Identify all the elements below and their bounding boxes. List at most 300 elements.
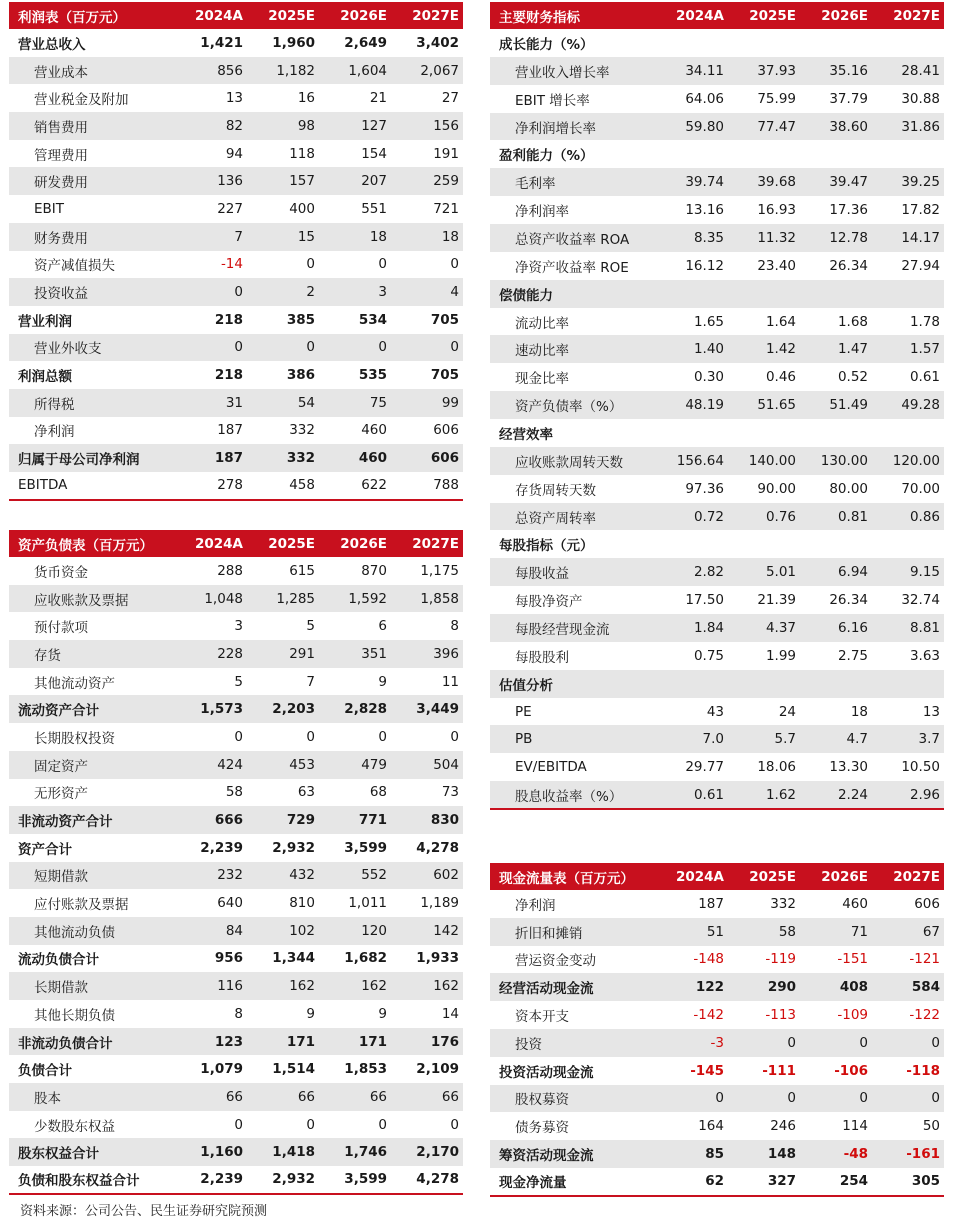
value-cell: 2,109	[416, 1061, 459, 1078]
table-row	[9, 195, 463, 223]
value-cell: 666	[175, 806, 247, 834]
value-cell: 97.36	[685, 480, 724, 497]
table-row	[9, 1138, 463, 1166]
value-cell: 0.61	[656, 781, 728, 809]
row-label: 流动负债合计	[18, 952, 99, 969]
value-cell: 830	[391, 806, 463, 834]
value-cell: 82	[175, 112, 247, 140]
header-row	[490, 863, 944, 890]
table-row	[9, 140, 463, 168]
value-cell: 34.11	[656, 57, 728, 85]
row-label: 股东权益合计	[9, 1138, 175, 1166]
value-cell: 400	[289, 200, 315, 217]
row-label: EBITDA	[9, 472, 175, 500]
value-cell: 460	[319, 444, 391, 472]
value-cell: 28.41	[872, 57, 944, 85]
row-label: 成长能力（%）	[499, 36, 594, 53]
value-cell: 3.63	[909, 647, 940, 664]
value-cell: -148	[693, 951, 724, 968]
value-cell: 2.96	[872, 781, 944, 809]
table-row	[9, 557, 463, 585]
value-cell	[728, 530, 800, 558]
value-cell: 1,514	[272, 1061, 315, 1078]
row-label: 归属于母公司净利润	[9, 444, 175, 472]
row-label: 速动比率	[490, 335, 656, 363]
value-cell: 148	[728, 1140, 800, 1168]
value-cell: 4,278	[391, 1166, 463, 1194]
value-cell: 1,285	[247, 585, 319, 613]
value-cell: 31.86	[872, 113, 944, 141]
value-cell: 332	[770, 895, 796, 912]
table-row	[490, 308, 944, 336]
value-cell: 0	[800, 1029, 872, 1057]
value-cell: 408	[800, 973, 872, 1001]
value-cell: 73	[441, 784, 459, 801]
row-label: 流动比率	[515, 315, 569, 332]
row-label: 折旧和摊销	[490, 918, 656, 946]
cash-flow-table	[490, 863, 944, 1197]
table-row	[490, 725, 944, 753]
value-cell: 1,421	[200, 34, 243, 51]
value-cell: 1,746	[319, 1138, 391, 1166]
value-cell: 232	[175, 862, 247, 890]
value-cell: 458	[247, 472, 319, 500]
value-cell: 136	[175, 167, 247, 195]
value-cell: 0	[247, 334, 319, 362]
row-label: 非流动负债合计	[9, 1028, 175, 1056]
year-header: 2026E	[800, 863, 872, 890]
table-row	[490, 918, 944, 946]
row-label: 营运资金变动	[515, 953, 596, 970]
value-cell: 0	[656, 1085, 728, 1113]
value-cell: -14	[220, 256, 243, 273]
value-cell: 51.49	[800, 391, 872, 419]
value-cell: 171	[247, 1028, 319, 1056]
value-cell: 77.47	[728, 113, 800, 141]
row-label: 估值分析	[490, 670, 656, 698]
row-label: 营业税金及附加	[34, 92, 129, 109]
value-cell: 1,182	[247, 57, 319, 85]
table-row	[490, 475, 944, 503]
value-cell: 1,858	[391, 585, 463, 613]
value-cell: 15	[247, 223, 319, 251]
source-footnote: 资料来源：公司公告、民生证券研究院预测	[20, 1204, 268, 1219]
value-cell	[872, 29, 944, 57]
value-cell: 385	[286, 311, 315, 328]
value-cell: 2,828	[319, 695, 391, 723]
value-cell: 51.65	[728, 391, 800, 419]
value-cell: 14.17	[872, 224, 944, 252]
value-cell: 63	[297, 784, 315, 801]
value-cell: 66	[247, 1083, 319, 1111]
value-cell: 29.77	[685, 759, 724, 776]
row-label: 流动资产合计	[9, 695, 175, 723]
table-row	[9, 1000, 463, 1028]
value-cell: -145	[690, 1062, 724, 1079]
table-row	[490, 335, 944, 363]
value-cell: 54	[247, 389, 319, 417]
row-label: 财务费用	[9, 223, 175, 251]
row-label: 少数股东权益	[34, 1118, 115, 1135]
value-cell: 26.34	[829, 592, 868, 609]
value-cell: 102	[247, 917, 319, 945]
value-cell: -118	[906, 1062, 940, 1079]
value-cell	[656, 280, 728, 308]
table-row	[9, 84, 463, 112]
value-cell: 31	[175, 389, 247, 417]
table-row	[9, 1083, 463, 1111]
value-cell: 218	[214, 367, 243, 384]
value-cell	[656, 140, 728, 168]
value-cell: 1,048	[175, 585, 247, 613]
value-cell: 2,067	[391, 57, 463, 85]
value-cell: 0	[175, 334, 247, 362]
value-cell: 18	[319, 223, 391, 251]
value-cell: 1.42	[728, 335, 800, 363]
value-cell: 0	[872, 1029, 944, 1057]
value-cell: 1.47	[800, 335, 872, 363]
value-cell: 14	[441, 1005, 459, 1022]
value-cell	[728, 140, 800, 168]
value-cell: -119	[765, 951, 796, 968]
year-header: 2024A	[656, 2, 728, 29]
value-cell: 1.99	[765, 647, 796, 664]
value-cell	[872, 419, 944, 447]
value-cell: 721	[433, 200, 459, 217]
table-row	[9, 612, 463, 640]
value-cell: 75.99	[757, 90, 796, 107]
value-cell: 4.7	[800, 725, 872, 753]
table-row	[9, 917, 463, 945]
value-cell: 154	[361, 145, 387, 162]
value-cell: 11.32	[728, 224, 800, 252]
table-row	[490, 252, 944, 280]
table-row	[9, 889, 463, 917]
value-cell: 305	[872, 1168, 944, 1196]
table-title: 主要财务指标	[490, 2, 656, 29]
row-label: 每股指标（元）	[499, 538, 594, 555]
value-cell: 0	[234, 728, 243, 745]
value-cell: 3,402	[416, 34, 459, 51]
income-statement-table	[9, 2, 463, 501]
value-cell: 4	[391, 278, 463, 306]
value-cell: 0	[800, 1085, 872, 1113]
value-cell: 120	[319, 917, 391, 945]
value-cell: 1,011	[348, 895, 387, 912]
value-cell: 2,932	[247, 1166, 319, 1194]
table-row	[490, 140, 944, 168]
value-cell	[800, 29, 872, 57]
table-row	[490, 753, 944, 781]
table-row	[9, 361, 463, 389]
value-cell: 246	[770, 1118, 796, 1135]
table-row	[9, 417, 463, 445]
value-cell: 176	[391, 1028, 463, 1056]
year-header: 2025E	[247, 2, 319, 29]
value-cell: 2	[247, 278, 319, 306]
value-cell: 8	[234, 1005, 243, 1022]
table-row	[490, 698, 944, 726]
row-label: 负债和股东权益合计	[9, 1166, 175, 1194]
value-cell: -142	[693, 1007, 724, 1024]
value-cell: 1.84	[656, 614, 728, 642]
year-header: 2024A	[175, 530, 247, 557]
table-row	[9, 1055, 463, 1083]
value-cell: 5	[234, 673, 243, 690]
value-cell	[800, 280, 872, 308]
value-cell: 1,189	[420, 895, 459, 912]
value-cell: 39.47	[800, 168, 872, 196]
row-label: 筹资活动现金流	[490, 1140, 656, 1168]
value-cell: 27.94	[901, 257, 940, 274]
row-label: 存货周转天数	[515, 482, 596, 499]
value-cell: 24	[778, 703, 796, 720]
value-cell: -48	[800, 1140, 872, 1168]
value-cell: 0	[450, 1116, 459, 1133]
value-cell	[872, 280, 944, 308]
row-label: 净资产收益率 ROE	[515, 259, 629, 276]
value-cell	[800, 530, 872, 558]
value-cell: 66	[319, 1083, 391, 1111]
value-cell: 278	[175, 472, 247, 500]
row-label: 投资活动现金流	[499, 1064, 594, 1081]
value-cell: 227	[217, 200, 243, 217]
value-cell: 386	[286, 367, 315, 384]
value-cell: 21.39	[757, 592, 796, 609]
value-cell: 9	[378, 1005, 387, 1022]
income-statement-grid	[9, 2, 463, 501]
table-row	[490, 558, 944, 586]
value-cell: 2.82	[656, 558, 728, 586]
table-row	[9, 779, 463, 807]
table-row	[490, 1085, 944, 1113]
row-label: 现金净流量	[490, 1168, 656, 1196]
table-row	[490, 946, 944, 974]
row-label: 营业总收入	[18, 36, 86, 53]
value-cell: 75	[319, 389, 391, 417]
table-row	[490, 363, 944, 391]
value-cell: 32.74	[901, 592, 940, 609]
value-cell: 67	[872, 918, 944, 946]
value-cell: 2.75	[837, 647, 868, 664]
row-label: 股本	[9, 1083, 175, 1111]
value-cell: 13.16	[685, 202, 724, 219]
value-cell: 127	[319, 112, 391, 140]
value-cell: 162	[391, 972, 463, 1000]
value-cell: 10.50	[901, 759, 940, 776]
value-cell	[872, 530, 944, 558]
table-row	[9, 223, 463, 251]
value-cell: 66	[391, 1083, 463, 1111]
value-cell: 7.0	[656, 725, 728, 753]
value-cell: 259	[391, 167, 463, 195]
value-cell: 332	[289, 422, 315, 439]
table-row	[9, 472, 463, 500]
value-cell: 640	[217, 895, 243, 912]
value-cell: 0.30	[693, 369, 724, 386]
value-cell: 23.40	[757, 257, 796, 274]
value-cell: 254	[800, 1168, 872, 1196]
row-label: 每股经营现金流	[490, 614, 656, 642]
value-cell: 0.76	[728, 503, 800, 531]
table-row	[9, 334, 463, 362]
table-row	[490, 642, 944, 670]
row-label: 净利润	[515, 897, 556, 914]
row-label: 营业外收支	[9, 334, 175, 362]
table-row	[9, 834, 463, 862]
value-cell: 327	[728, 1168, 800, 1196]
row-label: EBIT 增长率	[515, 92, 590, 109]
row-label: 资本开支	[515, 1009, 569, 1026]
value-cell: 157	[247, 167, 319, 195]
value-cell: 602	[391, 862, 463, 890]
year-header: 2027E	[391, 530, 463, 557]
year-header: 2026E	[800, 2, 872, 29]
value-cell	[872, 670, 944, 698]
table-row	[490, 890, 944, 918]
value-cell: -113	[765, 1007, 796, 1024]
row-label: 股息收益率（%）	[490, 781, 656, 809]
row-label: 应收账款周转天数	[490, 447, 656, 475]
balance-sheet-table	[9, 530, 463, 1195]
table-row	[9, 389, 463, 417]
row-label: 资产负债率（%）	[490, 391, 656, 419]
row-label: 应收账款及票据	[9, 585, 175, 613]
row-label: 营业利润	[18, 313, 72, 330]
table-row	[9, 585, 463, 613]
value-cell: 870	[361, 562, 387, 579]
table-row	[490, 530, 944, 558]
value-cell: 130.00	[800, 447, 872, 475]
row-label: 预付款项	[34, 620, 88, 637]
value-cell: 8	[450, 618, 459, 635]
value-cell: 62	[656, 1168, 728, 1196]
value-cell	[656, 670, 728, 698]
value-cell: 291	[247, 640, 319, 668]
row-label: 总资产收益率 ROA	[490, 224, 656, 252]
value-cell: 1.40	[656, 335, 728, 363]
value-cell: 16.12	[685, 257, 724, 274]
value-cell: 1.62	[728, 781, 800, 809]
value-cell: 615	[289, 562, 315, 579]
value-cell: 162	[247, 972, 319, 1000]
table-row	[9, 112, 463, 140]
value-cell: 13	[225, 90, 243, 107]
table-row	[490, 614, 944, 642]
value-cell: 35.16	[800, 57, 872, 85]
table-row	[490, 57, 944, 85]
row-label: 盈利能力（%）	[499, 148, 594, 165]
value-cell: 26.34	[829, 257, 868, 274]
value-cell: 16.93	[757, 202, 796, 219]
value-cell: -122	[909, 1007, 940, 1024]
table-row	[490, 670, 944, 698]
row-label: 毛利率	[490, 168, 656, 196]
table-row	[9, 1111, 463, 1139]
value-cell: 5	[306, 618, 315, 635]
header-row	[9, 2, 463, 29]
value-cell	[800, 419, 872, 447]
row-label: 长期借款	[9, 972, 175, 1000]
table-row	[9, 806, 463, 834]
row-label: 经营活动现金流	[490, 973, 656, 1001]
value-cell: 479	[319, 751, 391, 779]
value-cell: 1,853	[344, 1061, 387, 1078]
value-cell: 120.00	[872, 447, 944, 475]
value-cell: 191	[433, 145, 459, 162]
value-cell: 164	[698, 1118, 724, 1135]
value-cell: 810	[289, 895, 315, 912]
value-cell: 956	[214, 950, 243, 967]
value-cell: 18.06	[757, 759, 796, 776]
value-cell: 0.72	[656, 503, 728, 531]
value-cell: 98	[247, 112, 319, 140]
value-cell	[728, 670, 800, 698]
value-cell: 17.36	[829, 202, 868, 219]
value-cell: 551	[361, 200, 387, 217]
row-label: 净利润	[34, 424, 75, 441]
value-cell: 0	[306, 256, 315, 273]
value-cell: -106	[834, 1062, 868, 1079]
row-label: 固定资产	[9, 751, 175, 779]
table-row	[490, 113, 944, 141]
table-row	[9, 862, 463, 890]
value-cell: 1,175	[420, 562, 459, 579]
table-row	[9, 945, 463, 973]
key-ratios-table	[490, 2, 944, 810]
value-cell: 535	[358, 367, 387, 384]
value-cell: 39.25	[872, 168, 944, 196]
value-cell	[800, 670, 872, 698]
row-label: 营业收入增长率	[490, 57, 656, 85]
table-title: 资产负债表（百万元）	[9, 530, 175, 557]
value-cell: 1,079	[200, 1061, 243, 1078]
row-label: 非流动资产合计	[9, 806, 175, 834]
value-cell: 99	[391, 389, 463, 417]
row-label: 其他长期负债	[34, 1007, 115, 1024]
row-label: 偿债能力	[490, 280, 656, 308]
value-cell: 3,599	[344, 839, 387, 856]
value-cell: 18	[391, 223, 463, 251]
row-label: 投资	[490, 1029, 656, 1057]
value-cell: 552	[319, 862, 391, 890]
value-cell: 1.64	[765, 313, 796, 330]
row-label: 货币资金	[34, 564, 88, 581]
value-cell: 705	[430, 367, 459, 384]
value-cell	[728, 280, 800, 308]
row-label: 净利润增长率	[490, 113, 656, 141]
value-cell: 187	[698, 895, 724, 912]
table-row	[490, 1168, 944, 1196]
value-cell: 30.88	[901, 90, 940, 107]
value-cell: 9.15	[872, 558, 944, 586]
value-cell: 70.00	[901, 480, 940, 497]
value-cell: 4,278	[416, 839, 459, 856]
value-cell: 7	[306, 673, 315, 690]
value-cell: 0	[391, 334, 463, 362]
value-cell: 156.64	[656, 447, 728, 475]
table-row	[490, 1001, 944, 1029]
value-cell: 0	[378, 728, 387, 745]
row-label: 长期股权投资	[34, 730, 115, 747]
year-header: 2025E	[728, 2, 800, 29]
value-cell: -111	[762, 1062, 796, 1079]
value-cell: 432	[247, 862, 319, 890]
value-cell: 9	[306, 1005, 315, 1022]
value-cell: 771	[319, 806, 391, 834]
table-row	[9, 444, 463, 472]
value-cell: 1,573	[175, 695, 247, 723]
